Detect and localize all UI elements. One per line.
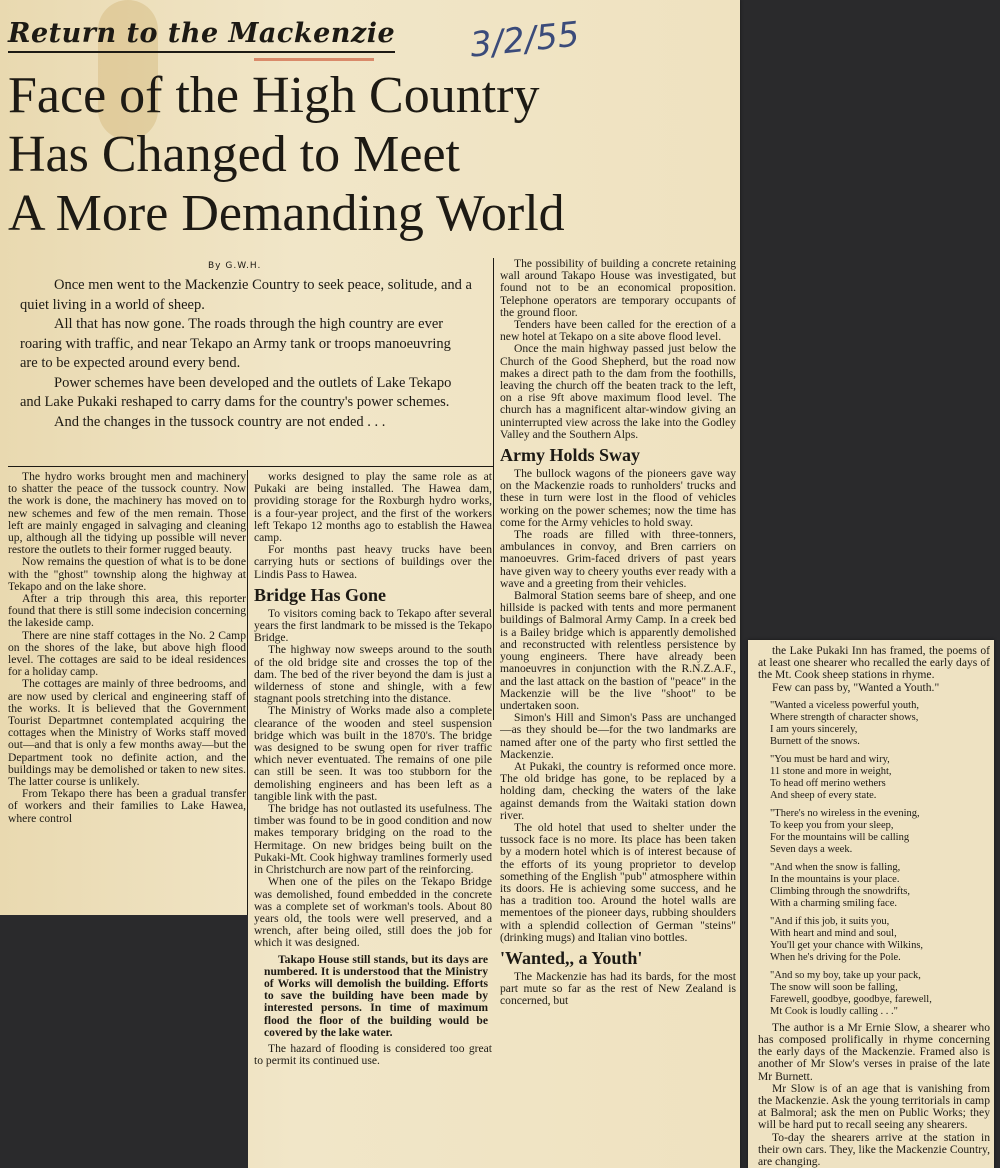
poem-stanza: "And if this job, it suits you, With heart and mind and soul, You'll get your chance with Wilkins, When he's driving for the Pole.	[770, 915, 924, 963]
paragraph: There are nine staff cottages in the No. 2 Camp on the shores of the lake, but above high flood level. The cottages are said to be ideal residences for a holiday camp.	[8, 628, 246, 679]
paragraph: Once the main highway passed just below the Church of the Good Shepherd, but the road now makes a direct path to the dam from the foothills, leaving the church off the beaten track to the left, on a rise 9ft above maximum flood level. The church has a magnificent altar-window giving an uninterrupted view across the lake into the Godley Valley and the Southern Alps.	[500, 342, 736, 441]
poem-stanza: "And when the snow is falling, In the mountains is your place. Climbing through the snowdrifts, With a charming smiling face.	[770, 861, 910, 909]
lead-paragraph: Power schemes have been developed and the outlets of Lake Tekapo and Lake Pukaki reshaped to carry dams for the country's power schemes.	[20, 374, 452, 410]
red-underline	[254, 58, 374, 61]
headline	[8, 66, 728, 243]
lead-paragraph: Once men went to the Mackenzie Country to seek peace, solitude, and a quiet living in a world of sheep.	[20, 277, 472, 313]
paragraph: Now remains the question of what is to be done with the "ghost" township along the highway at Tekapo and on the lake shore.	[8, 555, 246, 593]
paragraph: The Ministry of Works made also a complete clearance of the wooden and steel suspension bridge which was built in the 1870's. The bridge was designed to be swung open for river traffic which never eventuated. The remains of one pile can still be seen. It was too stubborn for the demolishing engineers and has been left as a tangible link with the past.	[254, 704, 492, 803]
lead-paragraphs	[20, 276, 472, 432]
kicker: Return to the Mackenzie	[8, 18, 395, 53]
paragraph: Few can pass by, "Wanted a Youth."	[772, 680, 940, 694]
poem-stanza: "There's no wireless in the evening, To keep you from your sleep, For the mountains will be calling Seven days a week.	[770, 807, 920, 855]
paragraph: When one of the piles on the Tekapo Bridge was demolished, found embedded in the concrete was a complete set of workman's tools. About 80 years old, the tools were well preserved, and a wrench, after being oiled, still does the job for which it was designed.	[254, 875, 492, 950]
headline-line-3: A More Demanding World	[8, 185, 565, 242]
paragraph: the Lake Pukaki Inn has framed, the poems of at least one shearer who recalled the early days of the Mt. Cook sheep stations in rhyme.	[758, 644, 990, 682]
poem-stanza: "And so my boy, take up your pack, The snow will soon be falling, Farewell, goodbye, goodbye, farewell, Mt Cook is loudly calling . . ."	[770, 969, 932, 1017]
lead-rule	[8, 466, 493, 467]
paragraph: The bridge has not outlasted its usefulness. The timber was found to be in good condition and now makes temporary bridging on the road to the Hermitage. On new bridges being built on the Pukaki-Mt. Cook highway tramlines formerly used in Christchurch are now part of the reinforcing.	[254, 802, 492, 877]
paragraph: The hydro works brought men and machinery to shatter the peace of the tussock country. Now the work is done, the machinery has moved on to new schemes and few of the men remain. Those left are mainly engaged in salvaging and cleaning up, although all the tidying up possible will never restore the outlets to their former rugged beauty.	[8, 470, 246, 557]
column-b	[254, 471, 492, 1067]
subheading-wanted: 'Wanted,, a Youth'	[500, 947, 643, 968]
paragraph: Mr Slow is of an age that is vanishing from the Mackenzie. Ask the young territorials in camp at Balmoral; ask the men on Public Works; they will be hard put to recall seeing any shearers.	[758, 1081, 990, 1132]
column-d	[758, 645, 990, 1168]
paragraph: From Tekapo there has been a gradual transfer of workers and their families to Lake Hawea, where control	[8, 787, 246, 825]
paragraph: To visitors coming back to Tekapo after several years the first landmark to be missed is the Tekapo Bridge.	[254, 606, 492, 645]
byline: By G.W.H.	[208, 261, 262, 271]
paragraph: For months past heavy trucks have been carrying huts or sections of buildings over the Lindis Pass to Hawea.	[254, 543, 492, 581]
paragraph: The hazard of flooding is considered too great to permit its continued use.	[254, 1041, 492, 1068]
handwritten-date: 3/2/55	[468, 14, 582, 66]
headline-line-2: Has Changed to Meet	[8, 126, 461, 183]
lead-paragraph: And the changes in the tussock country are not ended . . .	[54, 413, 386, 430]
paragraph: The highway now sweeps around to the south of the old bridge site and crosses the top of the dam. The bed of the river beyond the dam is just a wilderness of stone and shingle, with a few stagnant pools stretching into the distance.	[254, 643, 492, 706]
poem-stanza: "You must be hard and wiry, 11 stone and more in weight, To head off merino wethers And sheep of every state.	[770, 753, 892, 801]
background-area	[0, 915, 248, 1168]
paragraph: The old hotel that used to shelter under the tussock face is no more. Its place has been taken by a modern hotel which is of interest because of the efforts of its young proprietor to develop something of the English "pub" atmosphere within its doors. He is achieving some success, and he has a tradition too. Around the hotel walls are mementoes of the pioneer days, rubbing shoulders with a splendid collection of German "steins" (drinking mugs) and Italian vino bottles.	[500, 820, 736, 944]
paragraph: The cottages are mainly of three bedrooms, and are now used by clerical and engineering staff of the works. It is believed that the Government Tourist Departmnet contemplated acquiring the cottages when the Ministry of Works staff moved out—and that is only a few months away—but the Department took no definite action, and the buildings may be demolished or taken to new sites. The latter course is unlikely.	[8, 677, 246, 789]
poem-stanza: "Wanted a viceless powerful youth, Where strength of character shows, I am yours sincerely, Burnett of the snows.	[770, 699, 919, 747]
headline-line-1: Face of the High Country	[8, 67, 540, 124]
paragraph: Balmoral Station seems bare of sheep, and one hillside is packed with tents and more permanent buildings of Balmoral Army Camp. In a creek bed is a Bailey bridge which is apparently demolished and reconstructed with relentless persistence by young engineers. There have already been manoeuvres in conjunction with the R.N.Z.A.F., and the last attack on the bastion of "peace" in the Mackenzie will be the live "shoot" to be undertaken soon.	[500, 589, 736, 712]
paragraph: The roads are filled with three-tonners, ambulances in convoy, and Bren carriers on manoeuvres. Grim-faced drivers of past years have given way to cheery youths ever ready with a wave and a greeting from their vehicles.	[500, 528, 736, 590]
paragraph: The possibility of building a concrete retaining wall around Takapo House was investigated, but found not to be an economical proposition. Telephone operators are temporary occupants of the ground floor.	[500, 257, 736, 319]
paragraph: The bullock wagons of the pioneers gave way on the Mackenzie roads to runholders' trucks and these in turn were lost in the flood of vehicles working on the power schemes; now the time has come for the Army vehicles to hold sway.	[500, 467, 736, 529]
paragraph: works designed to play the same role as at Pukaki are being installed. The Hawea dam, providing storage for the Roxburgh hydro works, is a four-year project, and the first of the workers left Tekapo 12 months ago to establish the Hawea camp.	[254, 470, 492, 545]
subheading-bridge: Bridge Has Gone	[254, 584, 387, 605]
subheading-army: Army Holds Sway	[500, 445, 641, 466]
paragraph: To-day the shearers arrive at the station in their own cars. They, like the Mackenzie Country, are changing.	[758, 1130, 990, 1168]
column-c	[500, 258, 736, 1008]
column-a	[8, 471, 246, 825]
bold-paragraph: Takapo House still stands, but its days are numbered. It is understood that the Ministry of Works will demolish the building. Efforts to save the building have been made by interested persons. In time of maximum flood the floor of the building would be covered by the lake water.	[264, 952, 488, 1039]
paragraph: The Mackenzie has had its bards, for the most part mute so far as the rest of New Zealand is concerned, but	[500, 969, 736, 1008]
paragraph: The author is a Mr Ernie Slow, a shearer who has composed prolifically in rhyme concerning the early days of the Mackenzie. Framed also is another of Mr Slow's verses in praise of the late Mr Burnett.	[758, 1020, 990, 1083]
paragraph: Tenders have been called for the erection of a new hotel at Tekapo on a site above flood level.	[500, 318, 736, 344]
paragraph: Simon's Hill and Simon's Pass are unchanged—as they should be—for the two landmarks are named after one of the party who first settled the Mackenzie.	[500, 711, 736, 761]
column-rule	[493, 258, 494, 720]
column-rule	[247, 470, 248, 920]
lead-paragraph: All that has now gone. The roads through the high country are ever roaring with traffic, and near Tekapo an Army tank or troops manoeuvring are to be expected around every bend.	[20, 316, 451, 371]
paragraph: At Pukaki, the country is reformed once more. The old bridge has gone, to be replaced by a holding dam, checking the waters of the lake against demands from the Waitaki station down river.	[500, 759, 736, 822]
paragraph: After a trip through this area, this reporter found that there is still some indecision concerning the lakeside camp.	[8, 592, 246, 630]
